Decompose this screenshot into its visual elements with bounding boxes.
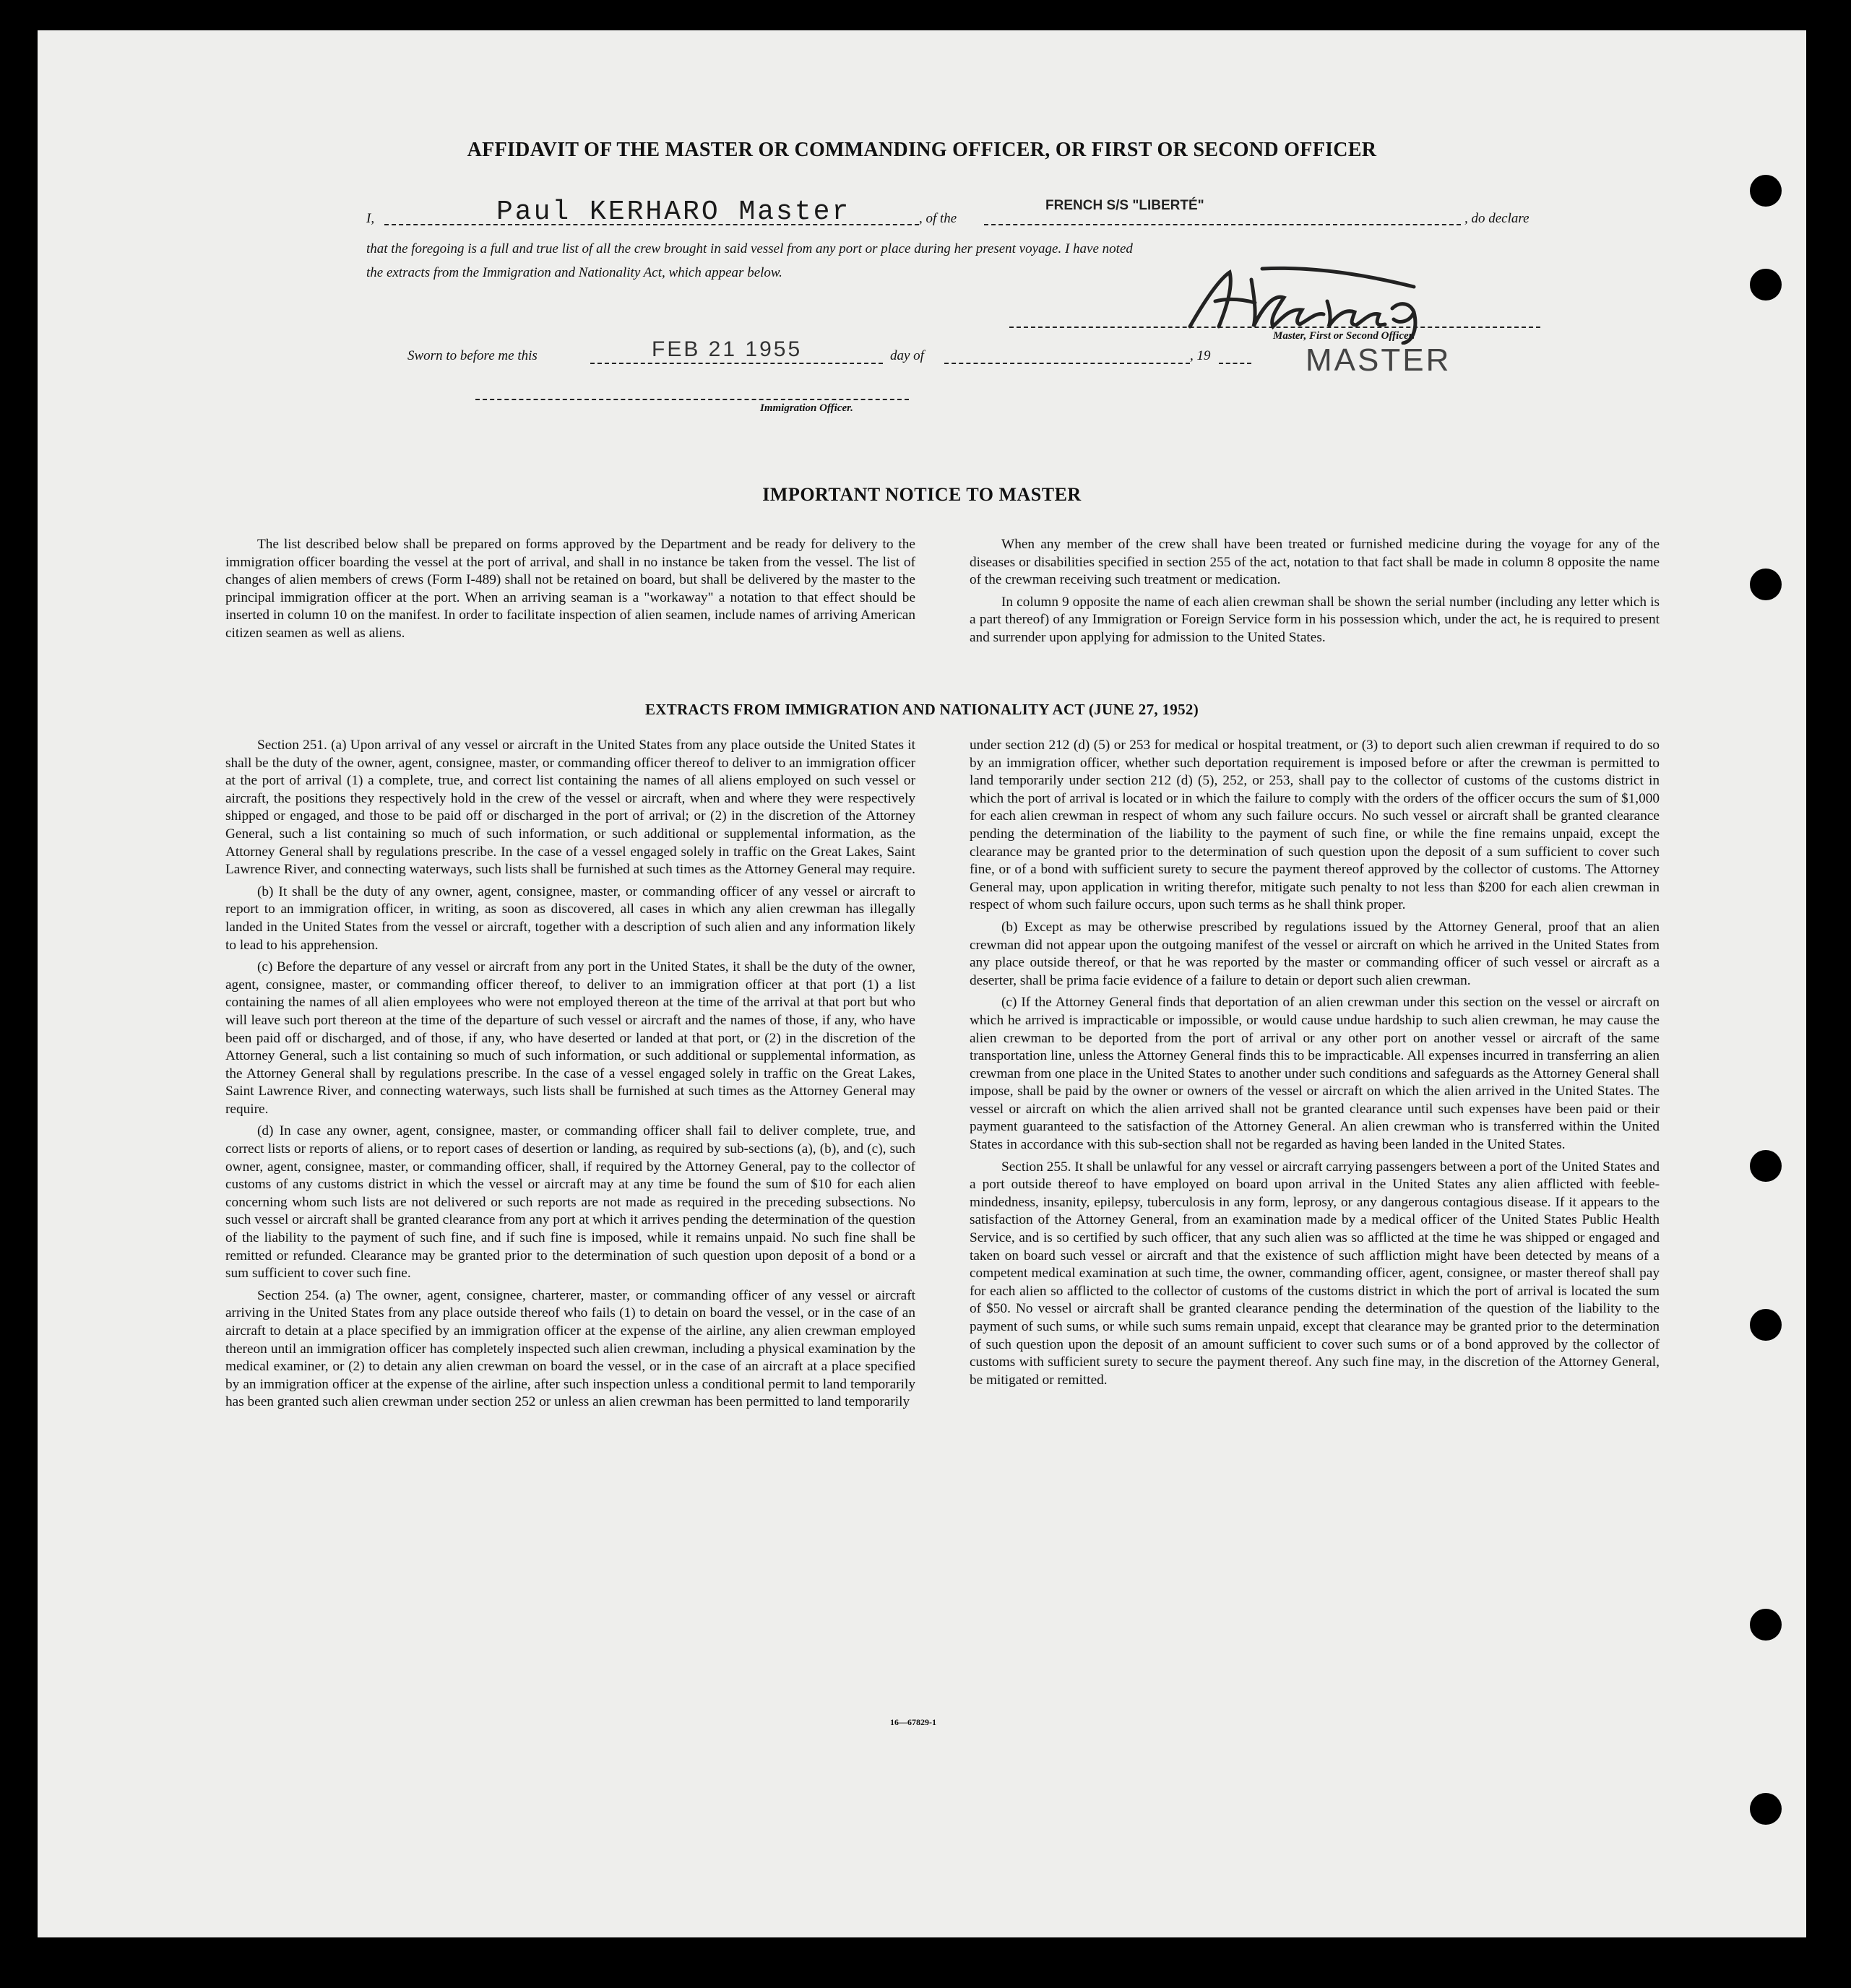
binder-hole [1750,175,1782,207]
extracts-right-column [970,737,1660,1393]
notice-paragraph: The list described below shall be prepared on forms approved by the Department and be ready for delivery to the immigration officer boarding the vessel at the port of arrival, and shall in no instance be taken from the vessel. The list of changes of alien members of crews (Form I-489) shall not be retained on board, but shall be delivered by the master to the principal immigration officer at the port. When an arriving seaman is a "workaway" a notation to that effect should be inserted in column 10 on the manifest. In order to facilitate inspection of alien seamen, include names of arriving American citizen seamen as well as aliens. [225,537,915,641]
sworn-date-line [590,363,883,364]
officer-caption: Immigration Officer. [760,402,853,414]
section-paragraph: (c) Before the departure of any vessel or aircraft from any port in the United States, it shall be the duty of the owner, agent, consignee, master, or commanding officer thereof, to deliver to an immigration officer at that port (1) a list containing the names of all alien employees who were not employed thereon at the time of the arrival at that port but who will leave such port thereon at the time of the departure of such vessel or aircraft and the names of those, if any, who have been paid off or discharged, and of those, if any, who have deserted or landed at that port, or (2) in the discretion of the Attorney General, such a list containing so much of such information, or such additional or supplemental information, as the Attorney General shall by regulations prescribe. In the case of a vessel engaged solely in traffic on the Great Lakes, Saint Lawrence River, and connecting waterways, such lists shall be furnished at such times as the Attorney General may require. [225,959,915,1117]
binder-hole [1750,569,1782,600]
declaration-line-3: the extracts from the Immigration and Nationality Act, which appear below. [366,265,782,280]
section-paragraph: under section 212 (d) (5) or 253 for medical or hospital treatment, or (3) to deport such alien crewman if required to do so by an immigration officer, whether such deportation requirement is imposed before or after the crewman is permitted to land temporarily under section 212 (d) (5), 252, or 253, shall pay to the collector of customs of the customs district in which the port of arrival is located or in which the failure to comply with the orders of the officer occurs the sum of $1,000 for each alien crewman in respect of whom any such failure occurs. No such vessel or aircraft shall be granted clearance pending the determination of the liability to the payment of such fine, or while the fine remains unpaid, except the clearance may be granted prior to the determination of such question upon the deposit of a sum sufficient to cover such fine, or of a bond with sufficient surety to secure the payment thereof approved by the collector of customs. The Attorney General may, upon application in writing therefor, mitigate such penalty to not less than $200 for each alien crewman in respect of whom such failure occurs, upon such terms as he shall think proper. [970,738,1660,913]
month-line [944,363,1190,364]
notice-title: IMPORTANT NOTICE TO MASTER [762,484,1082,505]
master-name-typed: Paul KERHARO Master [496,196,851,228]
binder-hole [1750,269,1782,301]
sworn-date-stamp: FEB 21 1955 [652,337,803,361]
section-paragraph: Section 255. It shall be unlawful for any vessel or aircraft carrying passengers between a port of the United States and a port outside thereof to have employed on board upon arrival in the United States any alien afflicted with feeble-mindedness, insanity, epilepsy, tuberculosis in any form, leprosy, or any dangerous contagious disease. If it appears to the satisfaction of the Attorney General, from an examination made by a medical officer of the United States Public Health Service, and is so certified by such officer, that any such alien was so afflicted at the time he was shipped or engaged and taken on board such vessel or aircraft and that the existence of such affliction might have been detected by means of a competent medical examination at such time, the owner, commanding officer, agent, consignee, or master thereof shall pay for each alien so afflicted to the collector of customs of the customs district in which the port of arrival is located the sum of $50. No vessel or aircraft shall be granted clearance pending the determination of the question of the liability to the payment of such sums, or while such sums remain unpaid, except that clearance may be granted prior to the determination of such question upon the deposit of an amount sufficient to cover such sums or of a bond approved by the collector of customs with sufficient surety to secure the payment thereof. Any such fine may, in the discretion of the Attorney General, be mitigated or remitted. [970,1159,1660,1388]
affidavit-heading: AFFIDAVIT OF THE MASTER OR COMMANDING OFFICER, OR FIRST OR SECOND OFFICER [467,139,1377,161]
signature-caption: Master, First or Second Officer. [1273,330,1415,342]
notice-right-column [970,536,1660,652]
section-paragraph: Section 254. (a) The owner, agent, consignee, charterer, master, or commanding officer of any vessel or aircraft arriving in the United States from any place outside thereof who fails (1) to detain on board the vessel, or in the case of an aircraft to detain at a place specified by an immigration officer at the expense of the airline, any alien crewman employed thereon until an immigration officer has completely inspected such alien crewman, including a physical examination by the medical examiner, or (2) to detain any alien crewman on board the vessel, or in the case of an aircraft at a place specified by an immigration officer at the expense of the airline, after such inspection unless a conditional permit to land temporarily has been granted such alien crewman under section 252 or unless an alien crewman has been permitted to land temporarily [225,1287,915,1410]
declaration-line-2: that the foregoing is a full and true list of all the crew brought in said vessel from any port or place during her present voyage. I have noted [366,241,1133,256]
year-line [1219,363,1251,364]
notice-left-column [225,536,915,647]
signature-line [1009,327,1540,328]
sworn-label: Sworn to before me this [407,348,538,363]
section-paragraph: (b) Except as may be otherwise prescribed by regulations issued by the Attorney General, proof that an alien crewman did not appear upon the outgoing manifest of the vessel or aircraft on which he arrived in the United States from any place outside thereof, or that he was reported by the master or commanding officer of such vessel or aircraft as a deserter, shall be prima facie evidence of a failure to detain or deport such alien crewman. [970,919,1660,988]
extracts-title: EXTRACTS FROM IMMIGRATION AND NATIONALITY ACT (JUNE 27, 1952) [645,701,1199,718]
section-paragraph: Section 251. (a) Upon arrival of any vessel or aircraft in the United States from any place outside the United States it shall be the duty of the owner, agent, consignee, master, or commanding officer thereof to deliver to an immigration officer at the port of arrival (1) a complete, true, and correct list containing the names of all aliens employed on such vessel or aircraft, the positions they respectively hold in the crew of the vessel or aircraft, when and where they were respectively shipped or engaged, and those to be paid off or discharged in the port of arrival; or (2) in the discretion of the Attorney General, such a list containing so much of such information, or such additional or supplemental information, as the Attorney General shall by regulations prescribe. In the case of a vessel engaged solely in traffic on the Great Lakes, Saint Lawrence River, and connecting waterways, such lists shall be furnished at such times as the Attorney General may require. [225,738,915,878]
form-code: 16—67829-1 [890,1717,936,1727]
section-paragraph: (b) It shall be the duty of any owner, agent, consignee, master, or commanding officer of any vessel or aircraft to report to an immigration officer, in writing, as soon as discovered, all cases in which any alien crewman has illegally landed in the United States from the vessel or aircraft, together with a description of such alien and any information likely to lead to his apprehension. [225,883,915,953]
of-the-label: , of the [919,211,957,226]
extracts-left-column [225,737,915,1416]
do-declare-label: , do declare [1464,211,1529,226]
notice-paragraph: In column 9 opposite the name of each alien crewman shall be shown the serial number (including any letter which is a part thereof) of any Immigration or Foreign Service form in his possession which, under the act, he is required to present and surrender upon applying for admission to the United States. [970,594,1660,645]
binder-hole [1750,1609,1782,1641]
declaration-prefix: I, [366,211,375,226]
binder-hole [1750,1150,1782,1182]
section-paragraph: (d) In case any owner, agent, consignee, master, or commanding officer shall fail to deliver complete, true, and correct lists or reports of aliens, or to report cases of desertion or landing, as required by sub-sections (a), (b), and (c), such owner, agent, consignee, master, or commanding officer, shall, if required by the Attorney General, pay to the collector of customs of any customs district in which the vessel or aircraft may at any time be found the sum of $10 for each alien concerning whom such lists are not delivered or such reports are not made as required in the preceding subsections. No such vessel or aircraft shall be granted clearance from any port at which it arrives pending the determination of the question of the liability to the payment of such fine, and if such fine is imposed, while it remains unpaid. No such fine shall be remitted or refunded. Clearance may be granted prior to the determination of such question upon deposit of a bond or a sum sufficient to cover such fine. [225,1123,915,1282]
vessel-name: FRENCH S/S "LIBERTÉ" [1045,198,1204,213]
vessel-fill-line [984,224,1461,225]
section-paragraph: (c) If the Attorney General finds that deportation of an alien crewman under this section on the vessel or aircraft on which he arrived is impracticable or impossible, or would cause undue hardship to such alien crewman, he may cause the alien crewman to be deported from the port of arrival or any other port on another vessel or aircraft of the same transportation line, unless the Attorney General finds this to be impracticable. All expenses incurred in transferring an alien crewman from one place in the United States to another under such conditions and safeguards as the Attorney General shall impose, shall be paid by the owner or owners of the vessel or aircraft on which the alien arrived in the United States. The vessel or aircraft on which the alien arrived shall not be granted clearance until such expenses have been paid or their payment guaranteed to the satisfaction of the Attorney General. An alien crewman who is transferred within the United States in accordance with this sub-section shall not be regarded as having been landed in the United States. [970,995,1660,1153]
year-label: , 19 [1190,348,1211,363]
master-stamp: MASTER [1306,342,1451,378]
binder-hole [1750,1793,1782,1825]
binder-hole [1750,1309,1782,1341]
notice-paragraph: When any member of the crew shall have been treated or furnished medicine during the voyage for any of the diseases or disabilities specified in section 255 of the act, notation to that fact shall be made in column 8 opposite the name of the crewman receiving such treatment or medication. [970,537,1660,588]
document-page [38,30,1806,1937]
day-of-label: day of [890,348,924,363]
officer-signature-line [475,399,909,400]
